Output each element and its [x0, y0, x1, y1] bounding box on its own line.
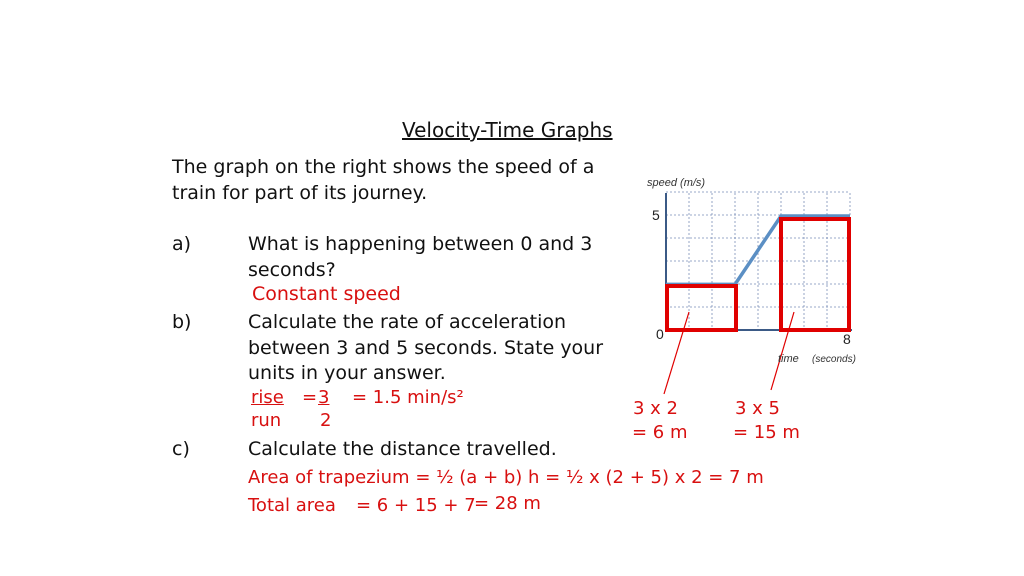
y-axis-label: speed (m/s) — [647, 177, 706, 189]
page-title: Velocity-Time Graphs — [402, 118, 613, 142]
question-c-label: c) — [172, 438, 190, 460]
annotation-box2-result: = 15 m — [733, 422, 800, 443]
x-tick-8: 8 — [843, 331, 851, 347]
answer-b-result: = 1.5 min/s² — [352, 387, 464, 408]
annotation-box2-calc: 3 x 5 — [735, 398, 780, 419]
y-tick-5: 5 — [652, 207, 660, 223]
annotation-box1-result: = 6 m — [632, 422, 688, 443]
question-a-label: a) — [172, 233, 192, 255]
answer-a: Constant speed — [252, 283, 401, 305]
intro-line-2: train for part of its journey. — [172, 182, 428, 204]
question-a-line-1: What is happening between 0 and 3 — [248, 233, 593, 255]
area-box-rectangle-1 — [667, 286, 736, 330]
question-b-line-3: units in your answer. — [248, 362, 446, 384]
question-a-line-2: seconds? — [248, 259, 336, 281]
origin-label: 0 — [656, 326, 664, 342]
answer-b-rise: rise — [251, 387, 284, 408]
answer-c-total-label: Total area — [248, 495, 336, 516]
graph-grid — [666, 192, 850, 330]
answer-b-run: run — [251, 410, 282, 431]
answer-b-equals: = — [302, 387, 318, 408]
answer-c-line-1: Area of trapezium = ½ (a + b) h = ½ x (2 + 5) x 2 = 7 m — [248, 467, 764, 488]
answer-b-denominator: 2 — [320, 410, 332, 431]
question-b-line-1: Calculate the rate of acceleration — [248, 311, 567, 333]
answer-c-total-expression: = 6 + 15 + 7 — [356, 495, 476, 516]
x-axis-label: time — [778, 353, 799, 365]
answer-b-numerator: 3 — [318, 387, 330, 408]
question-c-line-1: Calculate the distance travelled. — [248, 438, 557, 460]
x-axis-unit: (seconds) — [812, 354, 856, 365]
area-box-rectangle-2 — [781, 219, 849, 330]
question-b-line-2: between 3 and 5 seconds. State your — [248, 337, 604, 359]
annotation-box1-calc: 3 x 2 — [633, 398, 678, 419]
intro-line-1: The graph on the right shows the speed of a — [172, 156, 595, 178]
answer-c-total-result: = 28 m — [474, 493, 541, 514]
question-b-label: b) — [172, 311, 192, 333]
